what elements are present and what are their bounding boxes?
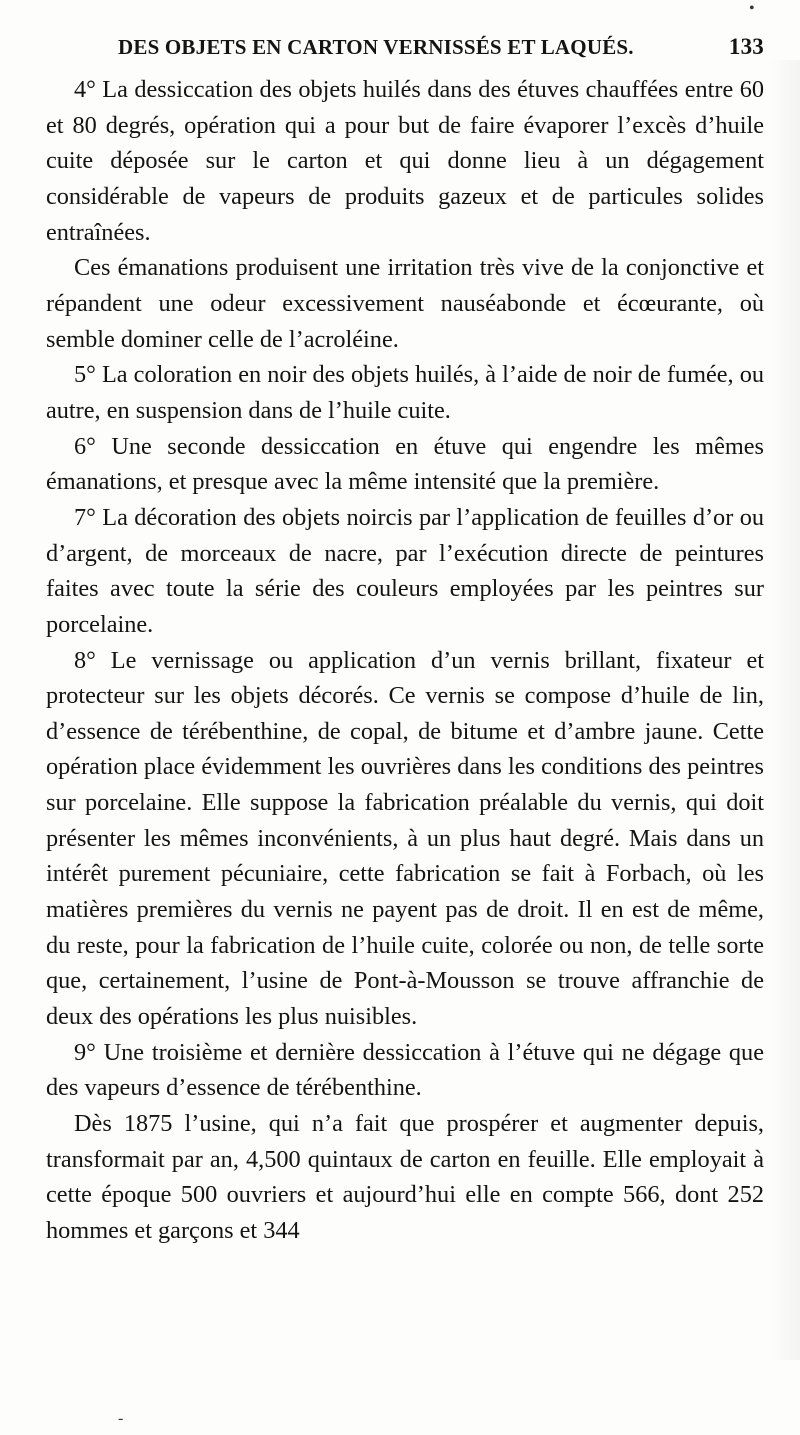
paragraph-item-4: 4° La dessiccation des objets huilés dans des étuves chauffées entre 60 et 80 degrés, opération qui a pour but de faire évaporer l’excès d’huile cuite déposée sur le carton et qui donne lieu à un dégagement considérable de vapeurs de produits gazeux et de particules solides entraînées. — [46, 76, 764, 246]
body-text — [46, 72, 764, 1249]
page-number: 133 — [728, 34, 764, 59]
paragraph-item-9: 9° Une troisième et dernière dessiccation à l’étuve qui ne dégage que des vapeurs d’essence de térébenthine. — [46, 1038, 764, 1102]
speck-mark: • — [749, 0, 755, 17]
paragraph-item-7: 7° La décoration des objets noircis par l’application de feuilles d’or ou d’argent, de morceaux de nacre, par l’exécution directe de peintures faites avec toute la série des couleurs employées par les peintres sur porcelaine. — [46, 503, 764, 638]
paragraph-item-8: 8° Le vernissage ou application d’un vernis brillant, fixateur et protecteur sur les objets décorés. Ce vernis se compose d’huile de lin, d’essence de térébenthine, de copal, de bitume et d’ambre jaune. Cette opération place évidemment les ouvrières dans les conditions des peintres sur porcelaine. Elle suppose la fabrication préalable du vernis, qui doit présenter les mêmes inconvénients, à un plus haut degré. Mais dans un intérêt purement pécuniaire, cette fabrication se fait à Forbach, où les matières premières du vernis ne payent pas de droit. Il en est de même, du reste, pour la fabrication de l’huile cuite, colorée ou non, de telle sorte que, certainement, l’usine de Pont-à-Mousson se trouve affranchie de deux des opérations les plus nuisibles. — [46, 646, 764, 1031]
page-edge-shadow — [770, 60, 800, 1360]
speck-mark: - — [118, 1410, 124, 1427]
paragraph-item-6: 6° Une seconde dessiccation en étuve qui engendre les mêmes émanations, et presque avec la même intensité que la première. — [46, 432, 764, 496]
paragraph-item-5: 5° La coloration en noir des objets huilés, à l’aide de noir de fumée, ou autre, en suspension dans de l’huile cuite. — [46, 361, 764, 424]
paragraph-factory-1875: Dès 1875 l’usine, qui n’a fait que prospérer et augmenter depuis, transformait par an, 4,500 quintaux de carton en feuille. Elle employait à cette époque 500 ouvriers et aujourd’hui elle en compte 566, dont 252 hommes et garçons et 344 — [46, 1110, 764, 1244]
paragraph-emanations: Ces émanations produisent une irritation très vive de la conjonctive et répandent une odeur excessivement nauséabonde et écœurante, où semble dominer celle de l’acroléine. — [46, 254, 764, 353]
running-title: DES OBJETS EN CARTON VERNISSÉS ET LAQUÉS. — [118, 35, 634, 59]
page-header — [118, 34, 764, 68]
